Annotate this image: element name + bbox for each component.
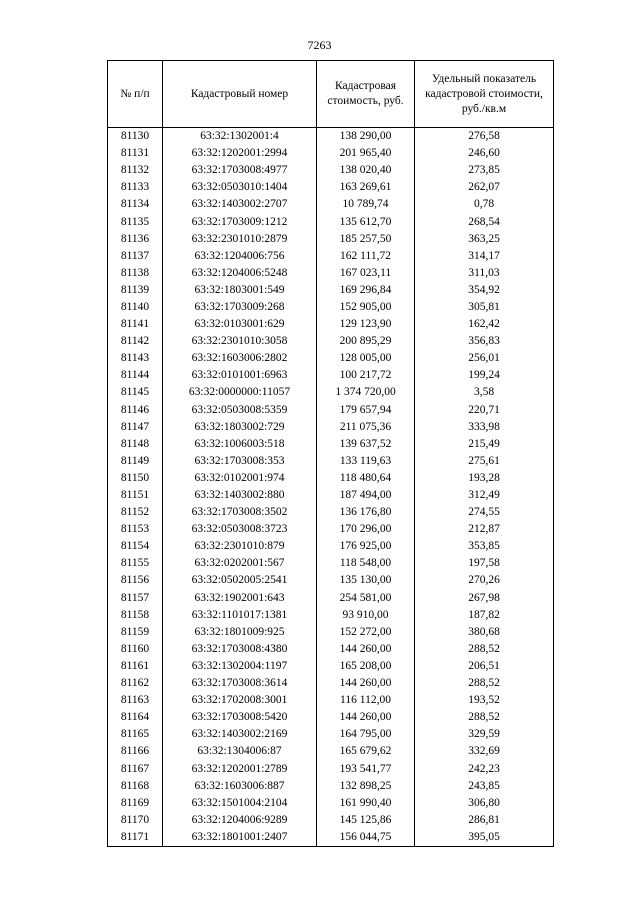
- table-row: [108, 282, 554, 299]
- specific-indicator: 333,98: [415, 419, 554, 436]
- cadastral-value: 144 260,00: [317, 709, 415, 726]
- table-row: [108, 436, 554, 453]
- row-number: 81164: [108, 709, 163, 726]
- row-number: 81145: [108, 384, 163, 401]
- row-number: 81161: [108, 658, 163, 675]
- cadastral-number: 63:32:2301010:879: [163, 538, 317, 555]
- row-number: 81138: [108, 265, 163, 282]
- table-row: [108, 658, 554, 675]
- cadastral-value: 144 260,00: [317, 641, 415, 658]
- cadastral-number: 63:32:1703009:268: [163, 299, 317, 316]
- row-number: 81156: [108, 572, 163, 589]
- cadastral-number: 63:32:1006003:518: [163, 436, 317, 453]
- cadastral-value: 138 020,40: [317, 162, 415, 179]
- cadastral-value: 100 217,72: [317, 367, 415, 384]
- row-number: 81136: [108, 231, 163, 248]
- cadastral-value: 152 272,00: [317, 624, 415, 641]
- cadastral-number: 63:32:1204006:9289: [163, 812, 317, 829]
- specific-indicator: 286,81: [415, 812, 554, 829]
- cadastral-value: 170 296,00: [317, 521, 415, 538]
- specific-indicator: 215,49: [415, 436, 554, 453]
- row-number: 81159: [108, 624, 163, 641]
- specific-indicator: 256,01: [415, 350, 554, 367]
- table-row: [108, 778, 554, 795]
- specific-indicator: 363,25: [415, 231, 554, 248]
- specific-indicator: 262,07: [415, 179, 554, 196]
- row-number: 81154: [108, 538, 163, 555]
- cadastral-number: 63:32:1403002:2707: [163, 196, 317, 213]
- table-row: [108, 504, 554, 521]
- table-row: [108, 675, 554, 692]
- cadastral-number: 63:32:0503010:1404: [163, 179, 317, 196]
- row-number: 81143: [108, 350, 163, 367]
- specific-indicator: 353,85: [415, 538, 554, 555]
- cadastral-value: 139 637,52: [317, 436, 415, 453]
- specific-indicator: 305,81: [415, 299, 554, 316]
- specific-indicator: 267,98: [415, 590, 554, 607]
- cadastral-value: 162 111,72: [317, 248, 415, 265]
- row-number: 81134: [108, 196, 163, 213]
- cadastral-value: 167 023,11: [317, 265, 415, 282]
- cadastral-value: 152 905,00: [317, 299, 415, 316]
- table-row: [108, 795, 554, 812]
- cadastral-value: 118 480,64: [317, 470, 415, 487]
- cadastral-value: 156 044,75: [317, 829, 415, 847]
- specific-indicator: 220,71: [415, 402, 554, 419]
- cadastral-value: 200 895,29: [317, 333, 415, 350]
- specific-indicator: 395,05: [415, 829, 554, 847]
- cadastral-value: 93 910,00: [317, 607, 415, 624]
- cadastral-value: 165 208,00: [317, 658, 415, 675]
- cadastral-value: 10 789,74: [317, 196, 415, 213]
- specific-indicator: 268,54: [415, 213, 554, 230]
- cadastral-value: 129 123,90: [317, 316, 415, 333]
- table-row: [108, 231, 554, 248]
- table-row: [108, 453, 554, 470]
- specific-indicator: 288,52: [415, 675, 554, 692]
- specific-indicator: 274,55: [415, 504, 554, 521]
- table-row: [108, 743, 554, 760]
- table-row: [108, 760, 554, 777]
- specific-indicator: 306,80: [415, 795, 554, 812]
- row-number: 81147: [108, 419, 163, 436]
- row-number: 81142: [108, 333, 163, 350]
- specific-indicator: 354,92: [415, 282, 554, 299]
- table-header-row: [108, 61, 554, 128]
- cadastral-number: 63:32:1202001:2789: [163, 760, 317, 777]
- cadastral-number: 63:32:2301010:2879: [163, 231, 317, 248]
- cadastral-number: 63:32:0503008:5359: [163, 402, 317, 419]
- row-number: 81163: [108, 692, 163, 709]
- cadastral-number: 63:32:0502005:2541: [163, 572, 317, 589]
- table-row: [108, 487, 554, 504]
- specific-indicator: 187,82: [415, 607, 554, 624]
- row-number: 81140: [108, 299, 163, 316]
- row-number: 81131: [108, 145, 163, 162]
- table-row: [108, 521, 554, 538]
- cadastral-number: 63:32:0102001:974: [163, 470, 317, 487]
- table-row: [108, 726, 554, 743]
- cadastral-value: 118 548,00: [317, 555, 415, 572]
- specific-indicator: 0,78: [415, 196, 554, 213]
- table-row: [108, 607, 554, 624]
- cadastral-number: 63:32:1302001:4: [163, 128, 317, 146]
- table-row: [108, 590, 554, 607]
- table-row: [108, 572, 554, 589]
- row-number: 81171: [108, 829, 163, 847]
- table-row: [108, 333, 554, 350]
- row-number: 81168: [108, 778, 163, 795]
- row-number: 81149: [108, 453, 163, 470]
- table-row: [108, 350, 554, 367]
- cadastral-number: 63:32:1703008:3614: [163, 675, 317, 692]
- specific-indicator: 199,24: [415, 367, 554, 384]
- specific-indicator: 162,42: [415, 316, 554, 333]
- table-row: [108, 196, 554, 213]
- cadastral-number: 63:32:0503008:3723: [163, 521, 317, 538]
- cadastral-number: 63:32:1403002:2169: [163, 726, 317, 743]
- specific-indicator: 273,85: [415, 162, 554, 179]
- table-row: [108, 265, 554, 282]
- table-row: [108, 128, 554, 146]
- row-number: 81166: [108, 743, 163, 760]
- cadastral-number: 63:32:1803001:549: [163, 282, 317, 299]
- table-row: [108, 624, 554, 641]
- table-row: [108, 470, 554, 487]
- row-number: 81146: [108, 402, 163, 419]
- cadastral-value: 165 679,62: [317, 743, 415, 760]
- row-number: 81160: [108, 641, 163, 658]
- cadastral-number: 63:32:1403002:880: [163, 487, 317, 504]
- cadastral-number: 63:32:1204006:756: [163, 248, 317, 265]
- row-number: 81165: [108, 726, 163, 743]
- table-row: [108, 162, 554, 179]
- table-row: [108, 402, 554, 419]
- row-number: 81133: [108, 179, 163, 196]
- specific-indicator: 275,61: [415, 453, 554, 470]
- table-row: [108, 812, 554, 829]
- specific-indicator: 246,60: [415, 145, 554, 162]
- cadastral-value: 193 541,77: [317, 760, 415, 777]
- specific-indicator: 197,58: [415, 555, 554, 572]
- cadastral-value: 185 257,50: [317, 231, 415, 248]
- cadastral-value: 116 112,00: [317, 692, 415, 709]
- cadastral-value: 211 075,36: [317, 419, 415, 436]
- row-number: 81135: [108, 213, 163, 230]
- cadastral-value: 135 130,00: [317, 572, 415, 589]
- cadastral-number: 63:32:1703009:1212: [163, 213, 317, 230]
- table-row: [108, 145, 554, 162]
- cadastral-value: 176 925,00: [317, 538, 415, 555]
- cadastral-value: 201 965,40: [317, 145, 415, 162]
- cadastral-value: 254 581,00: [317, 590, 415, 607]
- cadastral-number: 63:32:1801009:925: [163, 624, 317, 641]
- row-number: 81148: [108, 436, 163, 453]
- table-row: [108, 419, 554, 436]
- cadastral-value: 136 176,80: [317, 504, 415, 521]
- table-row: [108, 367, 554, 384]
- table-row: [108, 248, 554, 265]
- specific-indicator: 380,68: [415, 624, 554, 641]
- cadastral-number: 63:32:1302004:1197: [163, 658, 317, 675]
- table-row: [108, 316, 554, 333]
- cadastral-number: 63:32:1101017:1381: [163, 607, 317, 624]
- table-body: [108, 128, 554, 847]
- specific-indicator: 212,87: [415, 521, 554, 538]
- cadastral-value: 138 290,00: [317, 128, 415, 146]
- specific-indicator: 288,52: [415, 641, 554, 658]
- cadastral-number: 63:32:0101001:6963: [163, 367, 317, 384]
- cadastral-table: [107, 60, 554, 847]
- table-row: [108, 179, 554, 196]
- cadastral-number: 63:32:1703008:4977: [163, 162, 317, 179]
- cadastral-value: 128 005,00: [317, 350, 415, 367]
- specific-indicator: 276,58: [415, 128, 554, 146]
- table-row: [108, 555, 554, 572]
- cadastral-value: 144 260,00: [317, 675, 415, 692]
- specific-indicator: 270,26: [415, 572, 554, 589]
- row-number: 81169: [108, 795, 163, 812]
- specific-indicator: 356,83: [415, 333, 554, 350]
- specific-indicator: 288,52: [415, 709, 554, 726]
- cadastral-value: 161 990,40: [317, 795, 415, 812]
- row-number: 81155: [108, 555, 163, 572]
- cadastral-number: 63:32:1603006:2802: [163, 350, 317, 367]
- cadastral-value: 187 494,00: [317, 487, 415, 504]
- header-cadastral-value: Кадастровая стоимость, руб.: [317, 61, 415, 128]
- cadastral-number: 63:32:1703008:4380: [163, 641, 317, 658]
- table-row: [108, 299, 554, 316]
- cadastral-value: 1 374 720,00: [317, 384, 415, 401]
- cadastral-number: 63:32:2301010:3058: [163, 333, 317, 350]
- specific-indicator: 332,69: [415, 743, 554, 760]
- row-number: 81130: [108, 128, 163, 146]
- cadastral-value: 135 612,70: [317, 213, 415, 230]
- row-number: 81151: [108, 487, 163, 504]
- cadastral-value: 163 269,61: [317, 179, 415, 196]
- row-number: 81144: [108, 367, 163, 384]
- cadastral-number: 63:32:1703008:5420: [163, 709, 317, 726]
- table-row: [108, 538, 554, 555]
- header-num: № п/п: [108, 61, 163, 128]
- table-row: [108, 384, 554, 401]
- specific-indicator: 311,03: [415, 265, 554, 282]
- table-row: [108, 692, 554, 709]
- row-number: 81139: [108, 282, 163, 299]
- cadastral-number: 63:32:1204006:5248: [163, 265, 317, 282]
- cadastral-number: 63:32:1603006:887: [163, 778, 317, 795]
- table-row: [108, 641, 554, 658]
- cadastral-number: 63:32:0202001:567: [163, 555, 317, 572]
- cadastral-number: 63:32:1902001:643: [163, 590, 317, 607]
- row-number: 81162: [108, 675, 163, 692]
- cadastral-number: 63:32:1703008:3502: [163, 504, 317, 521]
- specific-indicator: 314,17: [415, 248, 554, 265]
- specific-indicator: 3,58: [415, 384, 554, 401]
- specific-indicator: 193,52: [415, 692, 554, 709]
- row-number: 81141: [108, 316, 163, 333]
- specific-indicator: 243,85: [415, 778, 554, 795]
- specific-indicator: 329,59: [415, 726, 554, 743]
- header-cadastral-number: Кадастровый номер: [163, 61, 317, 128]
- cadastral-number: 63:32:0000000:11057: [163, 384, 317, 401]
- cadastral-number: 63:32:1304006:87: [163, 743, 317, 760]
- cadastral-number: 63:32:1202001:2994: [163, 145, 317, 162]
- page-number: 7263: [307, 38, 332, 52]
- cadastral-number: 63:32:1703008:353: [163, 453, 317, 470]
- cadastral-value: 133 119,63: [317, 453, 415, 470]
- row-number: 81132: [108, 162, 163, 179]
- specific-indicator: 242,23: [415, 760, 554, 777]
- cadastral-number: 63:32:1803002:729: [163, 419, 317, 436]
- cadastral-value: 179 657,94: [317, 402, 415, 419]
- row-number: 81137: [108, 248, 163, 265]
- cadastral-value: 132 898,25: [317, 778, 415, 795]
- table-row: [108, 213, 554, 230]
- table-row: [108, 829, 554, 847]
- cadastral-number: 63:32:0103001:629: [163, 316, 317, 333]
- cadastral-number: 63:32:1801001:2407: [163, 829, 317, 847]
- specific-indicator: 312,49: [415, 487, 554, 504]
- cadastral-value: 145 125,86: [317, 812, 415, 829]
- cadastral-value: 164 795,00: [317, 726, 415, 743]
- row-number: 81170: [108, 812, 163, 829]
- specific-indicator: 193,28: [415, 470, 554, 487]
- row-number: 81157: [108, 590, 163, 607]
- row-number: 81167: [108, 760, 163, 777]
- specific-indicator: 206,51: [415, 658, 554, 675]
- header-specific-indicator: Удельный показатель кадастровой стоимости, руб./кв.м: [415, 61, 554, 128]
- row-number: 81152: [108, 504, 163, 521]
- table-row: [108, 709, 554, 726]
- row-number: 81158: [108, 607, 163, 624]
- cadastral-number: 63:32:1702008:3001: [163, 692, 317, 709]
- row-number: 81153: [108, 521, 163, 538]
- cadastral-number: 63:32:1501004:2104: [163, 795, 317, 812]
- cadastral-value: 169 296,84: [317, 282, 415, 299]
- row-number: 81150: [108, 470, 163, 487]
